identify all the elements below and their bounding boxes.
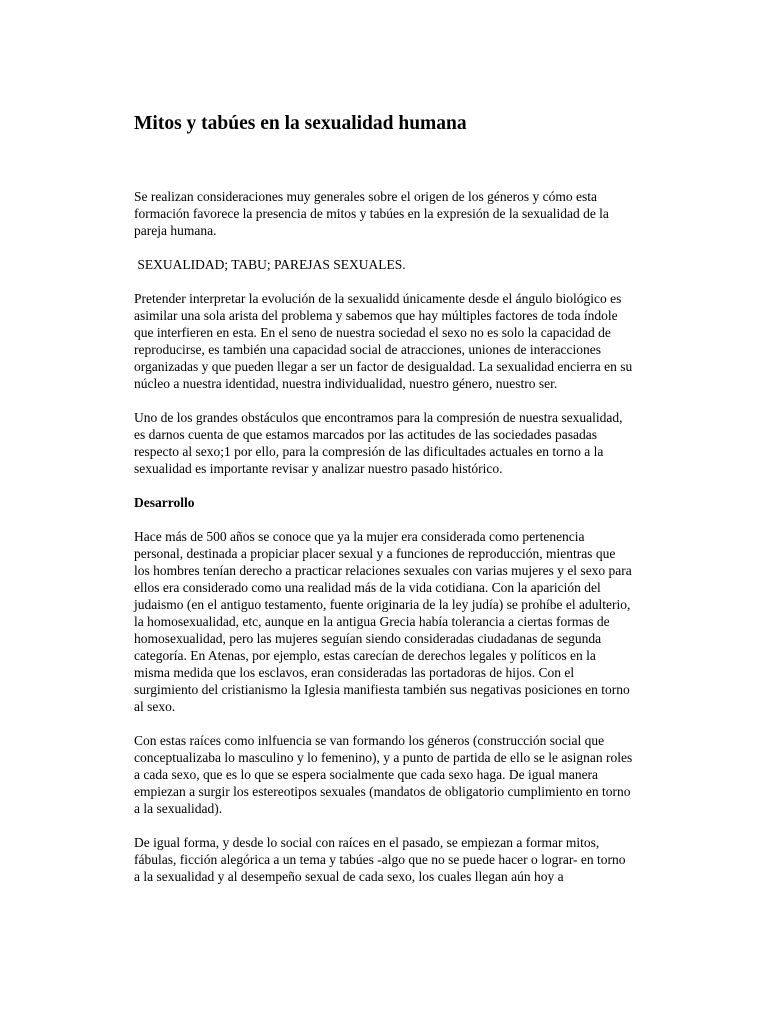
document-title: Mitos y tabúes en la sexualidad humana	[134, 113, 467, 134]
intro-paragraph-1: Pretender interpretar la evolución de la sexualidd únicamente desde el ángulo biológico es asimilar una sola arista del problema y sabemos que hay múltiples factores de toda índole que interfieren en esta. En el seno de nuestra sociedad el sexo no es solo la capacidad de reproducirse, es también una capacidad social de atracciones, uniones de interacciones organizadas y que pueden llegar a ser un factor de desigualdad. La sexualidad encierra en su núcleo a nuestra identidad, nuestra individualidad, nuestro género, nuestro ser.	[134, 291, 633, 392]
abstract-paragraph: Se realizan consideraciones muy generales sobre el origen de los géneros y cómo esta formación favorece la presencia de mitos y tabúes en la expresión de la sexualidad de la pareja humana.	[134, 189, 609, 239]
body-paragraph-2: Con estas raíces como inlfuencia se van formando los géneros (construcción social que conceptualizaba lo masculino y lo femenino), y a punto de partida de ello se le asignan roles a cada sexo, que es lo que se espera socialmente que cada sexo haga. De igual manera empiezan a surgir los estereotipos sexuales (mandatos de obligatorio cumplimiento en torno a la sexualidad).	[134, 733, 633, 817]
section-heading-desarrollo: Desarrollo	[134, 495, 195, 511]
document-page	[134, 112, 634, 902]
keywords-line: SEXUALIDAD; TABU; PAREJAS SEXUALES.	[134, 257, 406, 273]
intro-paragraph-2: Uno de los grandes obstáculos que encontramos para la compresión de nuestra sexualidad, es darnos cuenta de que estamos marcados por las actitudes de las sociedades pasadas respecto al sexo;1 por ello, para la compresión de las dificultades actuales en torno a la sexualidad es importante revisar y analizar nuestro pasado histórico.	[134, 410, 623, 477]
body-paragraph-3: De igual forma, y desde lo social con raíces en el pasado, se empiezan a formar mitos, fábulas, ficción alegórica a un tema y tabúes -algo que no se puede hacer o lograr- en torno a la sexualidad y al desempeño sexual de cada sexo, los cuales llegan aún hoy a	[134, 835, 626, 885]
body-paragraph-1: Hace más de 500 años se conoce que ya la mujer era considerada como pertenencia personal, destinada a propiciar placer sexual y a funciones de reproducción, mientras que los hombres tenían derecho a practicar relaciones sexuales con varias mujeres y el sexo para ellos era considerado como una realidad más de la vida cotidiana. Con la aparición del judaismo (en el antiguo testamento, fuente originaria de la ley judía) se prohíbe el adulterio, la homosexualidad, etc, aunque en la antigua Grecia había tolerancia a ciertas formas de homosexualidad, pero las mujeres seguían siendo consideradas ciudadanas de segunda categoría. En Atenas, por ejemplo, estas carecían de derechos legales y políticos en la misma medida que los esclavos, eran consideradas las portadoras de hijos. Con el surgimiento del cristianismo la Iglesia manifiesta también sus negativas posiciones en torno al sexo.	[134, 529, 632, 715]
